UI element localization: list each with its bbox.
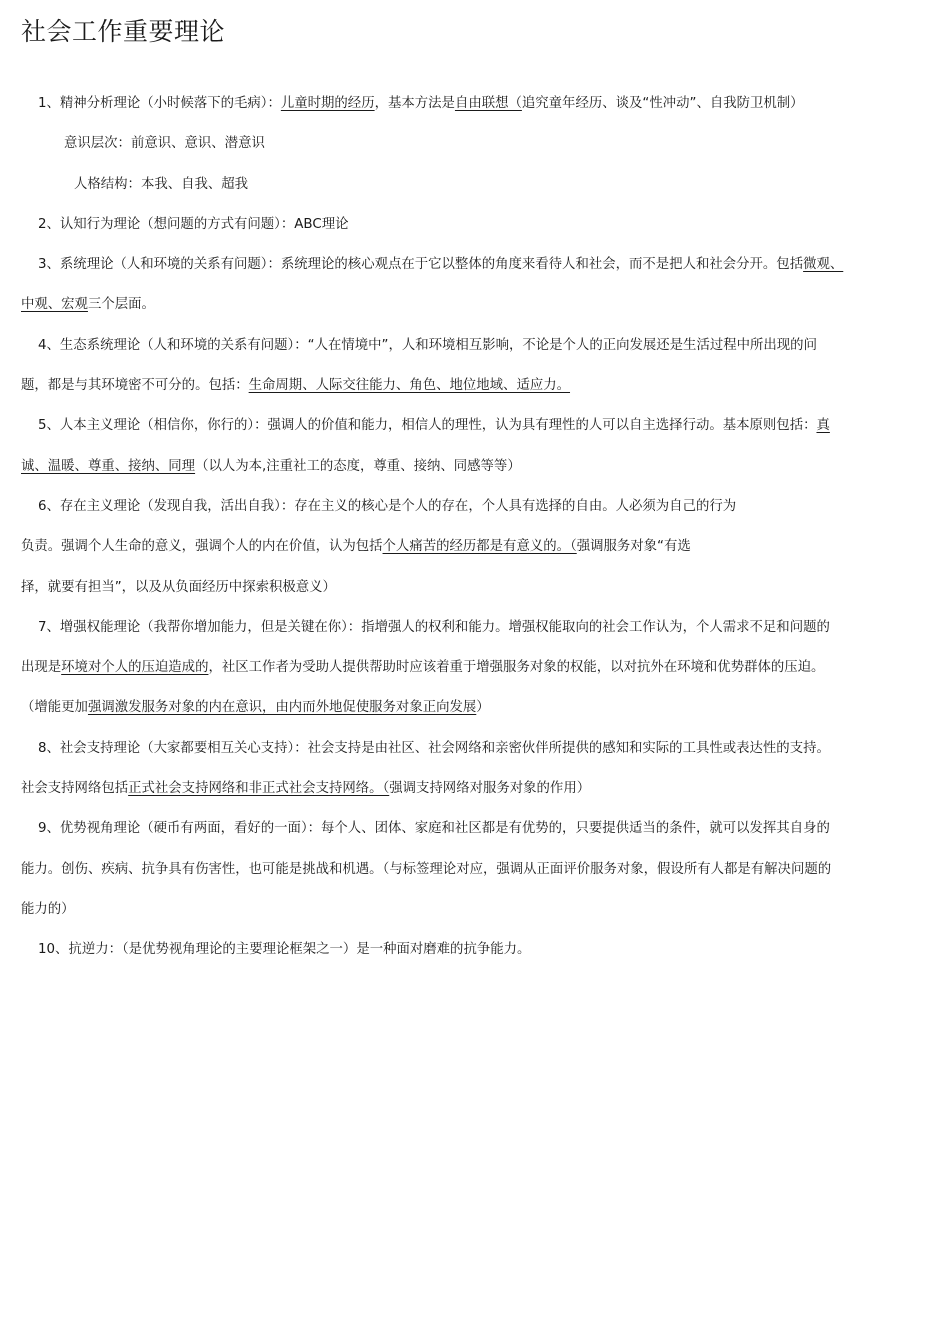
text-run: 强调支持网络对服务对象的作用） xyxy=(389,781,591,797)
text-run: 社会支持网络包括 xyxy=(21,781,129,797)
item-4-ecosystems-theory xyxy=(21,326,939,366)
consciousness-levels xyxy=(21,124,939,164)
text-run: 强调服务对象“有选 xyxy=(576,539,691,555)
text-run: 9、优势视角理论（硬币有两面，看好的一面）：每个人、团体、家庭和社区都是有优势的，只要提供适当的条件，就可以发挥其自身的 xyxy=(38,821,830,837)
text-run: 1、精神分析理论（小时候落下的毛病）： xyxy=(38,96,281,111)
text-run: 意识层次：前意识、意识、潜意识 xyxy=(64,136,265,152)
item-9-continued-2 xyxy=(21,890,939,930)
item-1-psychoanalysis xyxy=(21,84,939,124)
text-run: 负责。强调个人生命的意义，强调个人的内在价值，认为包括 xyxy=(21,539,383,555)
text-run: ） xyxy=(476,700,490,716)
item-3-continued xyxy=(21,285,939,325)
text-run: 能力的） xyxy=(21,901,75,917)
page-title: 社会工作重要理论 xyxy=(21,17,226,46)
text-run: 三个层面。 xyxy=(87,297,155,313)
underlined-keyword: 自由联想（ xyxy=(454,96,522,111)
underlined-keyword: 真 xyxy=(816,418,830,434)
item-7-continued-2 xyxy=(21,688,939,728)
text-run: 5、人本主义理论（相信你，你行的）：强调人的价值和能力，相信人的理性，认为具有理性的人可以自主选择行动。基本原则包括： xyxy=(38,418,817,434)
text-run: 4、生态系统理论（人和环境的关系有问题）：“人在情境中”，人和环境相互影响，不论是个人的正向发展还是生活过程中所出现的问 xyxy=(38,337,817,353)
underlined-keyword: 强调激发服务对象的内在意识，由内而外地促使服务对象正向发展 xyxy=(87,700,477,716)
item-8-social-support xyxy=(21,729,939,769)
text-run: （增能更加 xyxy=(21,700,88,716)
item-5-humanistic-theory xyxy=(21,406,939,446)
underlined-keyword: 诚、温暖、尊重、接纳、同理 xyxy=(21,458,196,474)
item-4-continued xyxy=(21,366,939,406)
underlined-keyword: 儿童时期的经历 xyxy=(280,96,375,111)
text-run: 8、社会支持理论（大家都要相互关心支持）：社会支持是由社区、社会网络和亲密伙伴所提供的感知和实际的工具性或表达性的支持。 xyxy=(38,740,830,756)
underlined-keyword: 生命周期、人际交往能力、角色、地位地域、适应力。 xyxy=(248,378,571,394)
text-run: 择，就要有担当”，以及从负面经历中探索积极意义） xyxy=(21,579,336,595)
item-9-strengths-perspective xyxy=(21,809,939,849)
document-page xyxy=(21,14,939,971)
text-run: 人格结构：本我、自我、超我 xyxy=(74,176,249,192)
item-8-continued xyxy=(21,769,939,809)
item-5-continued xyxy=(21,447,939,487)
text-run: ，社区工作者为受助人提供帮助时应该着重于增强服务对象的权能，以对抗外在环境和优势群体的压迫。 xyxy=(208,660,825,676)
text-run: （以人为本,注重社工的态度，尊重、接纳、同感等等） xyxy=(195,458,521,474)
item-6-continued-2 xyxy=(21,568,939,608)
text-run: 2、认知行为理论（想问题的方式有问题）：ABC理论 xyxy=(38,216,349,232)
item-10-resilience xyxy=(21,930,939,970)
text-run: 追究童年经历、谈及“性冲动”、自我防卫机制） xyxy=(521,96,804,111)
item-7-continued xyxy=(21,648,939,688)
item-3-systems-theory xyxy=(21,245,939,285)
item-6-continued xyxy=(21,527,939,567)
underlined-keyword: 环境对个人的压迫造成的 xyxy=(61,660,209,676)
text-run: 7、增强权能理论（我帮你增加能力，但是关键在你）：指增强人的权利和能力。增强权能取向的社会工作认为，个人需求不足和问题的 xyxy=(38,619,830,635)
personality-structure xyxy=(21,165,939,205)
text-run: 题，都是与其环境密不可分的。包括： xyxy=(21,378,249,394)
item-6-existentialism xyxy=(21,487,939,527)
text-run: 3、系统理论（人和环境的关系有问题）：系统理论的核心观点在于它以整体的角度来看待人和社会，而不是把人和社会分开。包括 xyxy=(38,257,804,273)
text-run: 6、存在主义理论（发现自我，活出自我）：存在主义的核心是个人的存在，个人具有选择的自由。人必须为自己的行为 xyxy=(38,498,737,514)
item-7-empowerment xyxy=(21,608,939,648)
underlined-keyword: 正式社会支持网络和非正式社会支持网络。（ xyxy=(128,781,390,797)
underlined-keyword: 中观、宏观 xyxy=(21,297,88,313)
text-run: ，基本方法是 xyxy=(374,96,455,111)
text-run: 10、抗逆力：（是优势视角理论的主要理论框架之一）是一种面对磨难的抗争能力。 xyxy=(38,942,531,958)
item-9-continued xyxy=(21,850,939,890)
text-run: 能力。创伤、疾病、抗争具有伤害性，也可能是挑战和机遇。（与标签理论对应，强调从正面评价服务对象，假设所有人都是有解决问题的 xyxy=(21,861,832,877)
text-run: 出现是 xyxy=(21,660,62,676)
item-2-cognitive-behavioral xyxy=(21,205,939,245)
underlined-keyword: 个人痛苦的经历都是有意义的。（ xyxy=(382,539,577,555)
underlined-keyword: 微观、 xyxy=(803,257,844,273)
